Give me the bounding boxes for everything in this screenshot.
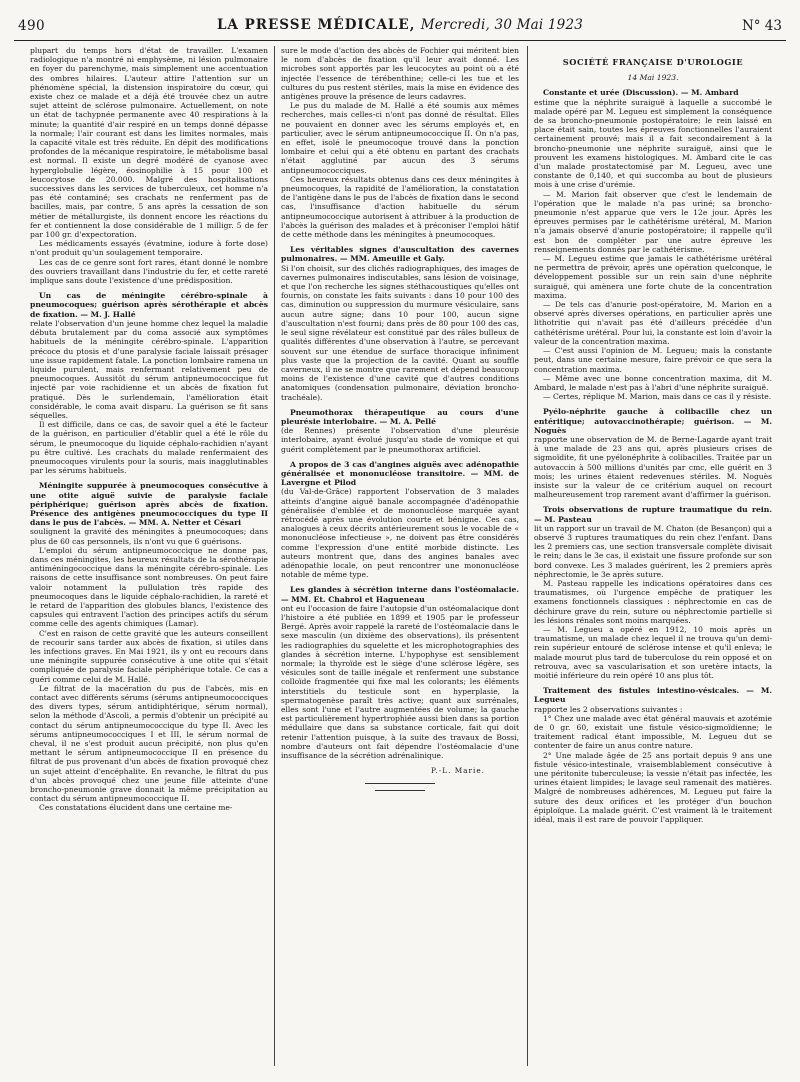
paragraph: relate l'observation d'un jeune homme chez lequel la maladie débuta brutalement par du coma associé aux symptômes habituels de la méningite cérébro-spinale. L'apparition précoce du ptosis et d'une paralysie faciale laissait présager une issue rapidement fatale. La ponction lombaire ramena un liquide purulent, mais renfermant relativement peu de pneumocoques. Aussitôt du sérum antipneumococcique fut injecté par voie rachidienne et un abcès de fixation fut pratiqué. Dès le surlendemain, l'amélioration était considérable, le coma avait disparu. La guérison se fit sans séquelles. — [30, 318, 268, 420]
society-heading: SOCIÉTÉ FRANÇAISE D'UROLOGIE — [562, 57, 744, 67]
article-heading: Pyélo-néphrite gauche à colibacille chez un entéritique; autovaccinothérapie; guérison. — M. Noguès — [534, 407, 772, 435]
paragraph: Les cas de ce genre sont fort rares, étant donné le nombre des ouvriers travaillant dans l'industrie du fer, et cette rareté implique sans doute l'existence d'une prédisposition. — [30, 257, 268, 286]
journal-name: LA PRESSE MÉDICALE, — [216, 17, 416, 33]
author-signature: P.-L. Marie. — [431, 766, 485, 776]
paragraph: 2° Une malade âgée de 25 ans portait depuis 9 ans une fistule vésico-intestinale, vraisemblablement consécutive à une péritonite tuberculeuse; la vessie n'était pas infectée, les urines étaient limpides; le lavage seul ramenait des matières. Malgré de nombreuses adhérences, M. Legueu put faire la suture des deux orifices et les protéger d'un bouchon épiploïque. La malade guérit. C'est vraiment là le traitement idéal, mais il est rare de pouvoir l'appliquer. — [534, 750, 772, 825]
paragraph: (du Val-de-Grâce) rapportent l'observation de 3 malades atteints d'angine aiguë banale accompagnée d'adénopathie généralisée d'emblée et de mononucléose marquée ayant rétrocédé après une évolution courte et bénigne. Ces cas, analogues à ceux décrits antérieurement sous le vocable de « mononucléose infectieuse », ne doivent pas être considérés comme l'expression d'une entité morbide distincte. Les auteurs montrent que, dans des angines banales avec adénopathie locale, on peut rencontrer une mononucléose notable de même type. — [281, 487, 519, 580]
page-header — [14, 14, 786, 41]
article-heading: Pneumothorax thérapeutique au cours d'une pleurésie interlobaire. — M. A. Pellé — [281, 407, 519, 426]
paragraph: soulignent la gravité des méningites à pneumocoques; dans plus de 60 cas personnels, ils n'ont vu que 6 guérisons. — [30, 527, 268, 546]
paragraph: rapporte une observation de M. de Berne-Lagarde ayant trait à une malade de 23 ans qui, après plusieurs crises de sigmoïdite, fit une pyélonéphrite à colibacilles. Traitée par un autovaccin à 500 millions d'unités par cmc, elle guérit en 3 mois; les urines étaient redevenues stériles. M. Noguès insiste sur la valeur de ce critérium auquel on recourt malheureusement trop rarement avant d'affirmer la guérison. — [534, 434, 772, 500]
article-heading: Constante et urée (Discussion). — M. Ambard — [543, 88, 739, 98]
column-rule — [274, 46, 275, 1066]
article-heading: Un cas de méningite cérébro-spinale à pneumocoques; guérison après sérothérapie et abcès de fixation. — M. J. Hallé — [30, 291, 268, 319]
paragraph: — M. Legueu estime que jamais le cathétérisme urétéral ne permettra de prévoir, après une opération quelconque, le développement possible sur un rein sain d'une néphrite suraiguë, qui amènera une forte chute de la concentration maxima. — [534, 254, 772, 300]
article-heading: Trois observations de rupture traumatique du rein. — M. Pasteau — [534, 505, 772, 524]
session-date: 14 Mai 1923. — [627, 73, 679, 83]
paragraph: sure le mode d'action des abcès de Fochier qui méritent bien le nom d'abcès de fixation qu'il leur avait donné. Les microbes sont apportés par les leucocytes au point où a été injectée l'essence de térébenthine; celle-ci les tue et les cultures du pus restent stériles, mais la mise en évidence des antigènes prouve la présence de leurs cadavres. — [281, 46, 519, 102]
journal-title — [14, 17, 786, 33]
issue-date: Mercredi, 30 Mai 1923 — [420, 17, 584, 33]
paragraph: — Même avec une bonne concentration maxima, dit M. Ambard, le malade n'est pas à l'abri d'une néphrite suraiguë. — [534, 373, 772, 392]
paragraph: Le pus du malade de M. Hallé a été soumis aux mêmes recherches, mais celles-ci n'ont pas donné de résultat. Elles ne pouvaient en donner avec les sérums employés et, en particulier, avec le sérum antipneumococcique II. On n'a pas, en effet, isolé le pneumocoque trouvé dans la ponction lombaire et celui qui a été obtenu en partant des crachats n'était agglutiné par aucun des 3 sérums antipneumococciques. — [281, 101, 519, 175]
paragraph: 1° Chez une malade avec état général mauvais et azotémie de 0 gr. 60, existait une fistule vésico-sigmoïdienne; le traitement radical étant impossible, M. Legueu dut se contenter de faire un anus contre nature. — [534, 713, 772, 751]
paragraph: — C'est aussi l'opinion de M. Legueu; mais la constante peut, dans une certaine mesure, faire prévoir ce que sera la concentration maxima. — [534, 346, 772, 374]
column-1 — [30, 46, 268, 1068]
article-heading: Les véritables signes d'auscultation des cavernes pulmonaires. — MM. Ameuille et Galy. — [281, 245, 519, 264]
paragraph: — M. Legueu a opéré en 1912, 10 mois après un traumatisme, un malade chez lequel il ne trouva qu'un demi-rein supérieur entouré de sclérose intense et qu'il enleva; le malade mourut plus tard de tuberculose du rein opposé et on retrouva, avec sa vascularisation et son uretère intacts, la moitié inférieure du rein opéré 10 ans plus tôt. — [534, 624, 772, 680]
section-divider — [365, 783, 435, 784]
paragraph: Les médicaments essayés (évatmine, iodure à forte dose) n'ont produit qu'un soulagement temporaire. — [30, 239, 268, 258]
paragraph: L'emploi du sérum antipneumococcique ne donne pas, dans ces méningites, les heureux résultats de la sérothérapie antiméningococcique dans la méningite cérébro-spinale. Les raisons de cette insuffisance sont nombreuses. On peut faire valoir notamment la pullulation très rapide des pneumocoques dans le liquide céphalo-rachidien, la rareté et le retard de l'apparition des globules blancs, l'existence des capsules qui entravent l'action des principes actifs du sérum comme celle des agents chimiques (Lamar). — [30, 545, 268, 629]
paragraph: Le filtrat de la macération du pus de l'abcès, mis en contact avec différents sérums (sérums antipneumococciques des divers types, sérum antidiphtérique, sérum normal), selon la méthode d'Ascoli, a permis d'obtenir un précipité au contact du sérum antipneumococcique du type II. Avec les sérums antipneumococciques I et III, le sérum normal de cheval, il ne s'est produit aucun précipité, non plus qu'en mettant le sérum antipneumococcique II en présence du filtrat de pus provenant d'un abcès de fixation provoqué chez un sujet atteint d'encéphalite. En revanche, le filtrat du pus d'un abcès provoqué chez une jeune fille atteinte d'une broncho-pneumonie grave donnait la même précipitation au contact du sérum antipneumococcique II. — [30, 683, 268, 804]
article-heading: A propos de 3 cas d'angines aiguës avec adénopathie généralisée et mononucléose transitoire. — MM. de Lavergne et Pilod — [281, 459, 519, 488]
paragraph: (de Rennes) présente l'observation d'une pleurésie interlobaire, ayant évolué jusqu'au stade de vomique et qui guérit complètement par le pneumothorax artificiel. — [281, 426, 519, 454]
paragraph: — M. Marion fait observer que c'est le lendemain de l'opération que le malade n'a pas uriné; sa broncho-pneumonie n'est apparue que vers le 12e jour. Après les épreuves permises par le cathétérisme urétéral, M. Marion n'a jamais observé d'anurie postopératoire; il rappelle qu'il est bon de compléter par une autre épreuve les renseignements donnés par le cathétérisme. — [534, 189, 772, 254]
article-heading: Les glandes à sécrétion interne dans l'ostéomalacie. — MM. Et. Chabrol et Hagueneau — [281, 585, 519, 604]
paragraph: — De tels cas d'anurie post-opératoire, M. Marion en a observé après diverses opérations, en particulier après une lithotritie qui n'avait pas été d'ailleurs précédée d'un cathétérisme urétéral. Pour lui, la constante est loin d'avoir la valeur de la concentration maxima. — [534, 300, 772, 346]
paragraph: — Certes, réplique M. Marion, mais dans ce cas il y résiste. — [543, 392, 772, 402]
paragraph: ont eu l'occasion de faire l'autopsie d'un ostéomalacique dont l'histoire a été publiée en 1899 et 1905 par le professeur Bergé. Après avoir rappelé la rareté de l'ostéomalacie dans le sexe masculin (un dixième des observations), ils présentent les radiographies du squelette et les microphotographies des glandes à sécrétion interne. L'hypophyse est sensiblement normale; la thyroïde est le siège d'une sclérose légère, ses vésicules sont de taille inégale et renferment une substance colloïde fragmentée qui fixe mal les colorants; les éléments interstitiels du testicule sont en hyperplasie, la spermatogenèse paraît très active; quant aux surrénales, elles sont l'une et l'autre augmentées de volume; la gauche est particulièrement hypertrophiée aussi bien dans sa portion médullaire que dans sa substance corticale, fait qui doit retenir l'attention puisque, à la suite des travaux de Bossi, nombre d'auteurs ont fait dépendre l'ostéomalacie d'une insuffisance de la sécrétion adrénalinique. — [281, 603, 519, 761]
article-heading: Méningite suppurée à pneumocoques consécutive à une otite aiguë suivie de paralysie faciale périphérique; guérison après abcès de fixation. Présence des antigènes pneumococciques du type II dans le pus de l'abcès. — MM. A. Netter et Césari — [30, 481, 268, 528]
page-number: 490 — [18, 18, 45, 34]
section-divider — [375, 790, 425, 791]
paragraph: Il est difficile, dans ce cas, de savoir quel a été le facteur de la guérison, en particulier d'établir quel a été le rôle du sérum, le pneumocoque du liquide céphalo-rachidien n'ayant pu être cultivé. Les crachats du malade renfermaient des pneumocoques virulents pour la souris, mais inagglutinables par les sérums habituels. — [30, 420, 268, 476]
paragraph: rapporte les 2 observations suivantes : — [534, 704, 683, 714]
paragraph: plupart du temps hors d'état de travailler. L'examen radiologique n'a montré ni emphysème, ni lésion pulmonaire en foyer du parenchyme, mais simplement une accentuation des ombres hilaires. L'auteur attire l'attention sur un phénomène spécial, la distension inspiratoire du cœur, qui existe chez ce malade et a déjà été trouvée chez un autre sujet atteint de sclérose pulmonaire. Actuellement, on note un état de tachypnée permanente avec 40 respirations à la minute; la quantité d'air respiré en un temps donné dépasse la normale; l'air courant est dans les limites normales, mais la capacité vitale est très réduite. En dépit des modifications profondes de la mécanique respiratoire, le métabolisme basal est normal. Il existe un degré modéré de cyanose avec hyperglobulie légère, éosinophilie à 15 pour 100 et leucocytose de 20.000. Malgré des hospitalisations successives dans les services de tuberculeux, cet homme n'a pas été contaminé; ses crachats ne renferment pas de bacilles, mais, par contre, 5 ans après la cessation de son métier de métallurgiste, ils donnent encore les réactions du fer et contiennent la dose considérable de 1 milligr. 5 de fer par 100 gr. d'expectoration. — [30, 46, 268, 240]
column-3 — [534, 46, 772, 1068]
paragraph: C'est en raison de cette gravité que les auteurs conseillent de recourir sans tarder aux abcès de fixation, si utiles dans les infections graves. En Mai 1921, ils y ont eu recours dans une méningite suppurée consécutive à une otite qui s'était compliquée de paralysie faciale périphérique totale. Ce cas a guéri comme celui de M. Hallé. — [30, 628, 268, 684]
article-heading: Traitement des fistules intestino-vésicales. — M. Legueu — [534, 686, 772, 705]
paragraph: Si l'on choisit, sur des clichés radiographiques, des images de cavernes pulmonaires indiscutables, sans lésion de voisinage, et que l'on recherche les signes stéthacoustiques qu'elles ont fournis, on constate les faits suivants : dans 10 pour 100 des cas, diminution ou suppression du murmure vésiculaire, sans aucun autre signe; dans 10 pour 100, aucun signe d'auscultation n'est fourni; dans près de 80 pour 100 des cas, le seul signe révélateur est constitué par des râles bulleux de qualités différentes d'une observation à l'autre, se percevant souvent sur une étendue de surface thoracique infiniment plus vaste que la projection de la cavité. Quant au souffle caverneux, il ne se montre que rarement et dépend beaucoup moins de l'existence d'une cavité que d'autres conditions anatomiques (condensation pulmonaire, déviation broncho-trachéale). — [281, 263, 519, 402]
paragraph: M. Pasteau rappelle les indications opératoires dans ces traumatismes, où l'urgence empêche de pratiquer les examens fonctionnels classiques : néphrectomie en cas de déchirure grave du rein, suture ou néphrectomie partielle si les lésions rénales sont moins marquées. — [534, 578, 772, 625]
issue-number: N° 43 — [741, 18, 782, 34]
paragraph: Ces constatations élucident dans une certaine me- — [39, 803, 233, 813]
column-rule — [527, 46, 528, 1066]
paragraph: Ces heureux résultats obtenus dans ces deux méningites à pneumocoques, la rapidité de l'amélioration, la constatation de l'antigène dans le pus de l'abcès de fixation dans le second cas, l'insuffisance d'action habituelle du sérum antipneumococcique autorisent à attribuer à la production de l'abcès la guérison des malades et à préconiser l'emploi hâtif de cette méthode dans les méningites à pneumocoques. — [281, 174, 519, 240]
paragraph: lit un rapport sur un travail de M. Chaton (de Besançon) qui a observé 3 ruptures traumatiques du rein chez l'enfant. Dans les 2 premiers cas, une section transversale complète divisait le rein; dans le 3e cas, il existait une fissure profonde sur son bord convexe. Les 3 malades guérirent, les 2 premiers après néphrectomie, le 3e après suture. — [534, 523, 772, 579]
column-2 — [281, 46, 519, 1068]
paragraph: estime que la néphrite suraiguë à laquelle a succombé le malade opéré par M. Legueu est simplement la conséquence de sa broncho-pneumonie postopératoire; le rein laissé en place était sain, toutes les épreuves fonctionnelles l'auraient certainement prouvé; mais il a fait secondairement à la broncho-pneumonie une néphrite suraiguë, ainsi que le prouvent les examens histologiques. M. Ambard cite le cas d'un malade prostatectomisé par M. Legueu, avec une constante de 0,140, et qui succomba au bout de plusieurs mois à une crise d'urémie. — [534, 97, 772, 190]
